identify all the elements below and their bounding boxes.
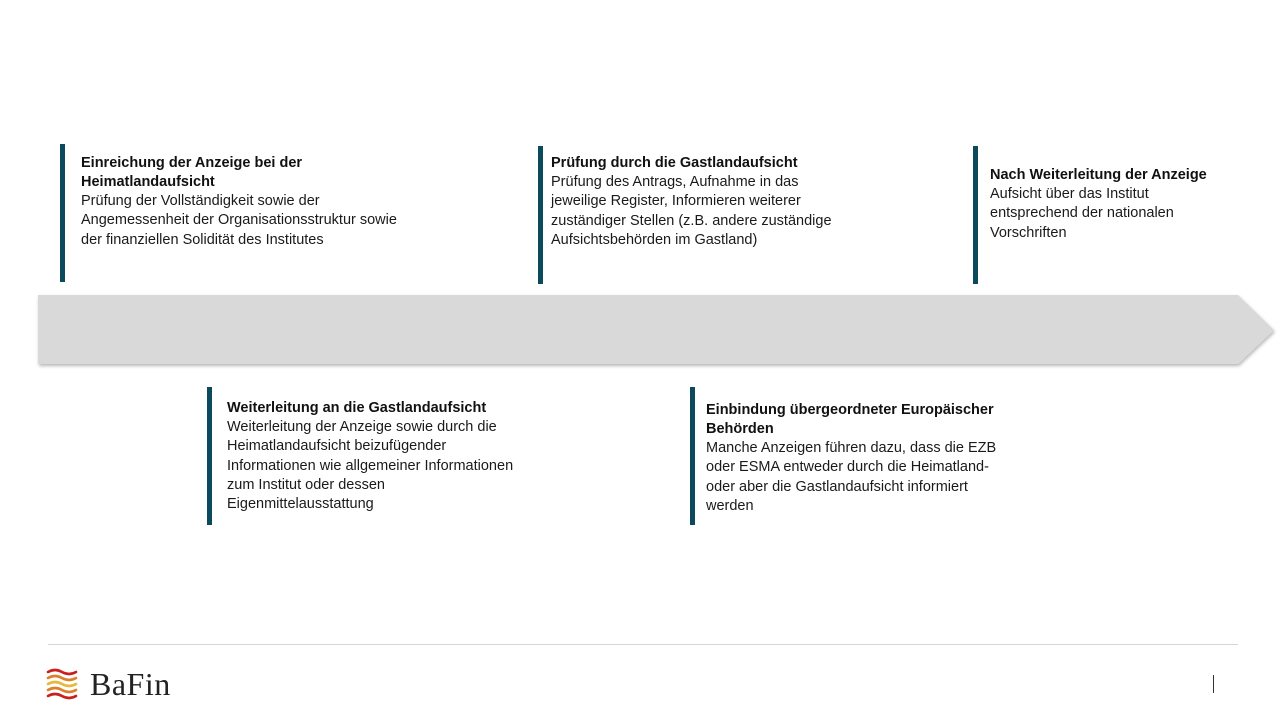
step-description: Aufsicht über das Institut entsprechend der nationalen Vorschriften bbox=[990, 186, 1174, 241]
timeline-step-3 bbox=[538, 146, 838, 284]
timeline-step-4 bbox=[690, 387, 1000, 525]
step-description: Weiterleitung der Anzeige sowie durch die Heimatlandaufsicht beizufügender Informationen wie allgemeiner Informationen zum Institut oder dessen Eigenmittelausstattung bbox=[227, 419, 514, 513]
step-title: Weiterleitung an die Gastlandaufsicht bbox=[227, 400, 487, 416]
step-title: Prüfung durch die Gastlandaufsicht bbox=[551, 155, 798, 171]
bafin-wave-icon bbox=[46, 667, 82, 701]
bafin-logo bbox=[46, 664, 171, 704]
timeline-step-1 bbox=[60, 144, 400, 282]
step-description: Prüfung des Antrags, Aufnahme in das jeweilige Register, Informieren weiterer zuständiger Stellen (z.B. andere zuständige Aufsichtsbehörden im Gastland) bbox=[551, 174, 832, 248]
step-title: Einreichung der Anzeige bei der Heimatlandaufsicht bbox=[81, 155, 303, 190]
step-title: Einbindung übergeordneter Europäischer Behörden bbox=[706, 402, 994, 437]
page-number-divider bbox=[1213, 675, 1214, 693]
step-description: Prüfung der Vollständigkeit sowie der Angemessenheit der Organisationsstruktur sowie der finanziellen Solidität des Institutes bbox=[81, 193, 397, 248]
logo-text: BaFin bbox=[90, 666, 171, 702]
step-description: Manche Anzeigen führen dazu, dass die EZB oder ESMA entweder durch die Heimatland- oder aber die Gastlandaufsicht informiert werden bbox=[706, 440, 997, 514]
step-title: Nach Weiterleitung der Anzeige bbox=[990, 167, 1207, 183]
timeline-step-5 bbox=[973, 146, 1213, 284]
timeline-step-2 bbox=[207, 387, 527, 525]
footer-divider bbox=[48, 644, 1238, 645]
